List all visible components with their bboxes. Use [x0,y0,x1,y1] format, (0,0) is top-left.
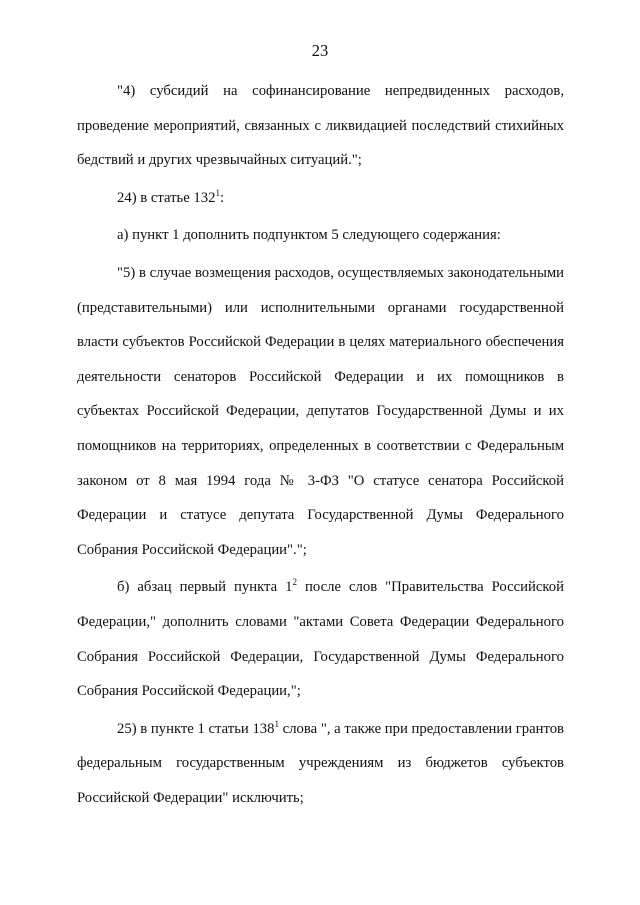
article-132-text: 24) в статье 132 [117,189,216,206]
paragraph-subclause-5: "5) в случае возмещения расходов, осуществляемых законодательными (представительными) или исполнительными органами государственной власти субъектов Российской Федерации в целях материального обеспечения деятельности сенаторов Российской Федерации и их помощников в субъектах Российской Федерации, депутатов Государственной Думы и их помощников на территориях, определенных в соответствии с Федеральным законом от 8 мая 1994 года № 3-ФЗ "О статусе сенатора Российской Федерации и статусе депутата Государственной Думы Федерального Собрания Российской Федерации"."; [77,264,564,558]
paragraph-subsidies: "4) субсидий на софинансирование непредвиденных расходов, проведение мероприятий, связанных с ликвидацией последствий стихийных бедствий и других чрезвычайных ситуаций."; [77,83,564,169]
article-138-superscript: 1 [274,718,279,729]
clause-b-text-start: б) абзац первый пункта 1 [117,579,293,596]
page-number: 23 [311,41,329,60]
document-body [77,74,564,815]
article-132-superscript: 1 [215,187,220,198]
paragraph-article-132 [77,181,564,216]
clause-b-superscript: 2 [292,577,298,588]
article-138-text-end: слова ", а также при предоставлении грантов федеральным государственным учреждениям из бюджетов субъектов Российской Федерации" исключить; [77,720,564,806]
article-132-tail: : [219,189,225,206]
paragraph-article-138 [77,712,564,816]
paragraph-clause-b [77,570,564,708]
clause-b-text-end: после слов "Правительства Российской Федерации," дополнить словами "актами Совета Федерации Федерального Собрания Российской Федерации, Государственной Думы Федерального Собрания Российской Федерации,"; [77,579,565,700]
paragraph-clause-a: а) пункт 1 дополнить подпунктом 5 следующего содержания: [117,227,501,244]
article-138-text-start: 25) в пункте 1 статьи 138 [117,720,275,737]
